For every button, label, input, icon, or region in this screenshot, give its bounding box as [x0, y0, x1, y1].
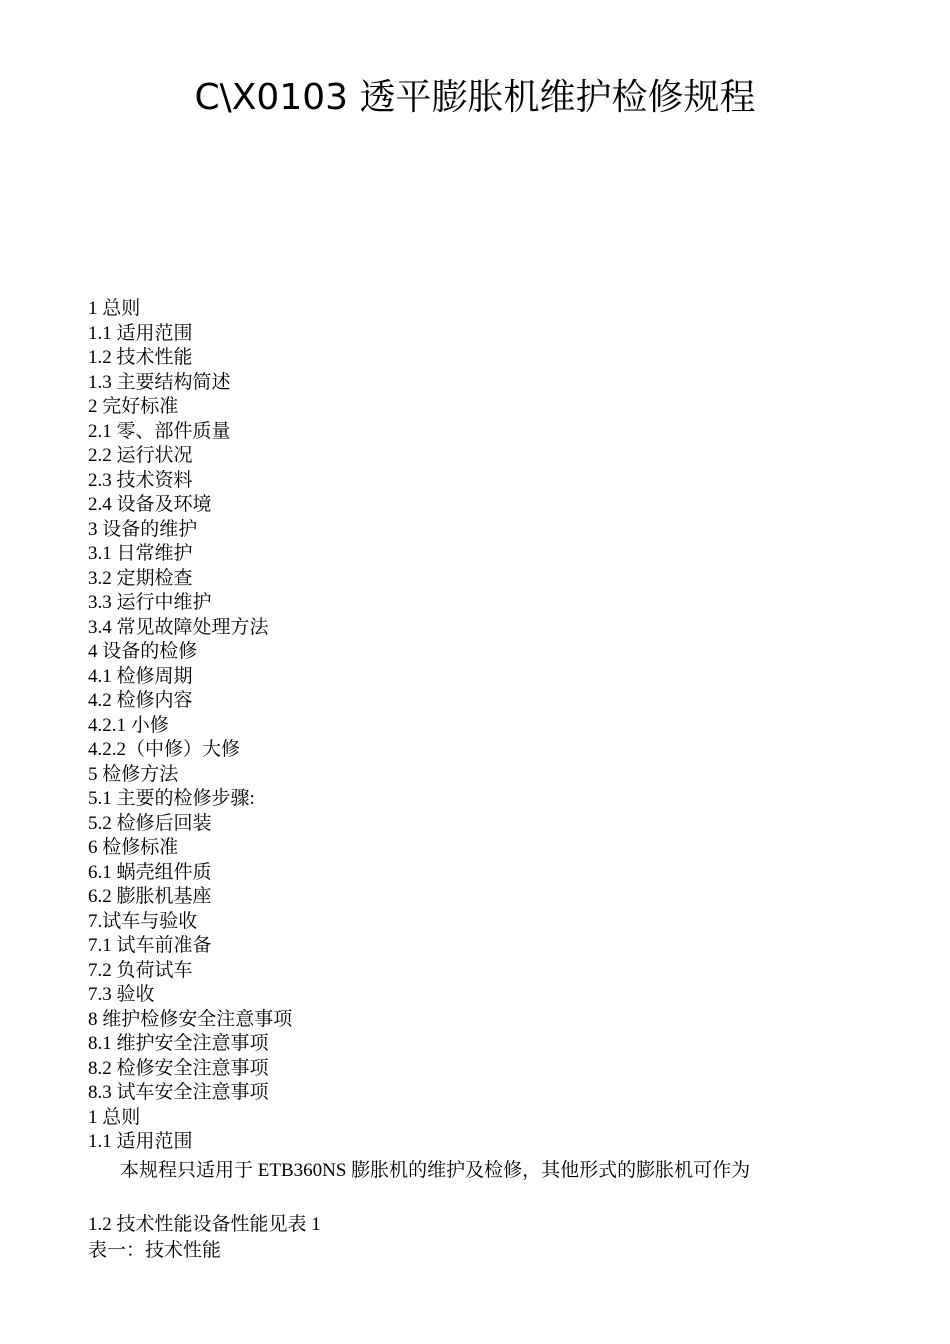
performance-section	[88, 1212, 868, 1264]
toc-line: 3.2 定期检查	[88, 567, 193, 589]
table-caption: 表一：技术性能	[88, 1240, 222, 1261]
toc-line: 7.试车与验收	[88, 910, 198, 932]
toc-line: 1.3 主要结构简述	[88, 371, 231, 393]
toc-line: 1.2 技术性能	[88, 347, 193, 368]
document-title: C\X0103 透平膨胀机维护检修规程	[194, 77, 756, 118]
toc-line: 8.1 维护安全注意事项	[88, 1033, 269, 1054]
toc-line: 8.3 试车安全注意事项	[88, 1082, 269, 1103]
toc-line: 6.2 膨胀机基座	[88, 886, 212, 907]
toc-line: 1.1 适用范围	[88, 322, 193, 344]
toc-line: 3.4 常见故障处理方法	[88, 616, 269, 638]
toc-line: 2.3 技术资料	[88, 469, 193, 491]
toc-line: 6.1 蜗壳组件质	[88, 861, 212, 883]
toc-line: 5.1 主要的检修步骤:	[88, 788, 255, 809]
toc-line: 1 总则	[88, 298, 141, 319]
toc-line: 3.1 日常维护	[88, 543, 193, 564]
toc-line: 4.2.1 小修	[88, 714, 169, 736]
toc-line: 2 完好标准	[88, 396, 179, 417]
toc-line: 4.2 检修内容	[88, 690, 193, 711]
toc-line: 2.1 零、部件质量	[88, 420, 231, 442]
toc-line: 7.2 负荷试车	[88, 959, 193, 981]
toc-line: 5.2 检修后回装	[88, 812, 212, 834]
toc-line: 4.2.2（中修）大修	[88, 739, 241, 760]
toc-line: 2.4 设备及环境	[88, 494, 212, 515]
toc-line: 8.2 检修安全注意事项	[88, 1057, 269, 1079]
toc-line: 6 检修标准	[88, 837, 179, 858]
toc-line: 3.3 运行中维护	[88, 592, 212, 613]
toc-line: 4.1 检修周期	[88, 665, 193, 687]
toc-line: 7.3 验收	[88, 984, 155, 1005]
section-heading-technical-performance: 1.2 技术性能设备性能见表 1	[88, 1214, 321, 1235]
toc-line: 1 总则	[88, 1106, 141, 1128]
scope-paragraph: 本规程只适用于 ETB360NS 膨胀机的维护及检修，其他形式的膨胀机可作为	[120, 1160, 751, 1181]
toc-line: 3 设备的维护	[88, 518, 198, 540]
toc-line: 8 维护检修安全注意事项	[88, 1008, 293, 1030]
toc-line: 7.1 试车前准备	[88, 935, 212, 956]
table-of-contents	[88, 297, 868, 1155]
toc-line: 4 设备的检修	[88, 641, 198, 662]
toc-line: 5 检修方法	[88, 763, 179, 785]
toc-line: 1.1 适用范围	[88, 1131, 193, 1152]
toc-line: 2.2 运行状况	[88, 445, 193, 466]
